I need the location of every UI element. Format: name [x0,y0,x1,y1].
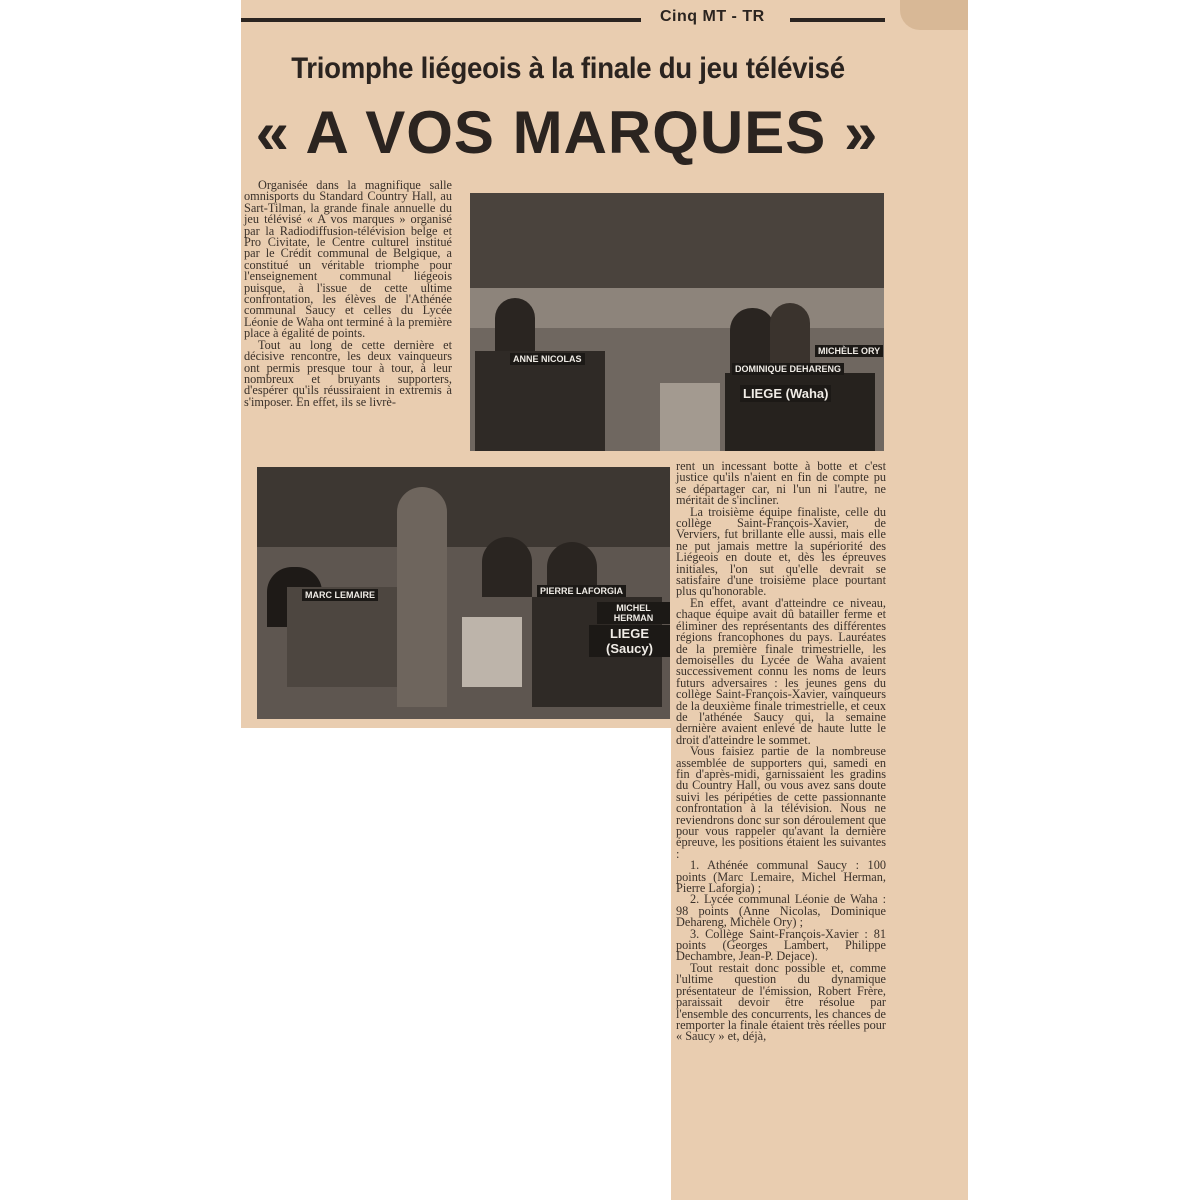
paragraph: 2. Lycée communal Léonie de Waha : 98 points (Anne Nicolas, Dominique Dehareng, Michèle Ory) ; [676,892,886,930]
nameplate: DOMINIQUE DEHARENG [732,363,844,375]
paragraph: Organisée dans la magnifique salle omnisports du Standard Country Hall, au Sart-Tilman, la grande finale annuelle du jeu télévisé « A vos marques » organisé par la Radiodiffusion-télévision belge et Pro Civitate, le Centre culturel institué par le Crédit communal de Belgique, a constitué un véritable triomphe pour l'enseignement communal liégeois puisque, à l'issue de cette ultime confrontation, les élèves de l'Athénée communal Saucy et celles du Lycée Léonie de Waha ont terminé à la première place à égalité de points. [244,178,452,341]
paragraph: En effet, avant d'atteindre ce niveau, chaque équipe avait dû batailler ferme et éliminer des représentants des différentes régions francophones du pays. Lauréates de la première finale trimestrielle, les demoiselles du Lycée de Waha avaient successivement connu les noms de leurs futurs adversaires : les jeunes gens du collège Saint-François-Xavier, vainqueurs de la deuxième finale trimestrielle, et ceux de l'athénée Saucy qui, la semaine dernière avaient enlevé de haute lutte le droit d'atteindre le sommet. [676,595,886,747]
paragraph: 1. Athénée communal Saucy : 100 points (Marc Lemaire, Michel Herman, Pierre Laforgia) ; [676,858,886,896]
nameplate: ANNE NICOLAS [510,353,585,365]
article-headline: Triomphe liégeois à la finale du jeu télévisé [291,52,845,85]
nameplate: MARC LEMAIRE [302,589,378,601]
team-sign: LIEGE (Saucy) [589,625,670,657]
paper-stain [900,0,968,30]
photo-waha-team [470,193,884,451]
paragraph: rent un incessant botte à botte et c'est justice qu'ils n'aient en fin de compte pu se départager car, ni l'un ni l'autre, ne méritait de s'incliner. [676,459,886,508]
nameplate: PIERRE LAFORGIA [537,585,626,597]
nameplate: MICHEL HERMAN [597,602,670,624]
paragraph: Tout restait donc possible et, comme l'ultime question du dynamique présentateur de l'émission, Robert Frère, paraissait devoir être résolue par l'ensemble des concurrents, les chances de remporter la finale étaient très réelles pour « Saucy » et, déjà, [676,960,886,1044]
paragraph: Tout au long de cette dernière et décisive rencontre, les deux vainqueurs ont permis presque tour à tour, à leur nombreux et bruyants supporters, d'espérer qu'ils réussiraient in extremis à s'imposer. En effet, ils se livrè- [244,337,452,409]
article-column-2 [676,461,886,1043]
paragraph: 3. Collège Saint-François-Xavier : 81 points (Georges Lambert, Philippe Dechambre, Jean-P. Dejace). [676,926,886,964]
nameplate: MICHÈLE ORY [815,345,883,357]
section-label: Cinq MT - TR [660,8,765,25]
article-column-1 [244,180,452,408]
header-rule-right [790,18,885,22]
team-sign: LIEGE (Waha) [740,385,831,402]
header-rule-left [241,18,641,22]
photo-saucy-team [257,467,670,719]
paragraph: La troisième équipe finaliste, celle du collège Saint-François-Xavier, de Verviers, fut brillante elle aussi, mais elle ne put jamais mettre la supériorité des Liégeois en doute et, dès les épreuves initiales, l'on sut qu'elle devrait se satisfaire d'une troisième place pourtant plus qu'honorable. [676,504,886,599]
paragraph: Vous faisiez partie de la nombreuse assemblée de supporters qui, samedi en fin d'après-midi, garnissaient les gradins du Country Hall, ou vous avez sans doute suivi les péripéties de cette passionnante confrontation à la télévision. Nous ne reviendrons donc sur son déroulement que pour vous rappeler qu'avant la dernière épreuve, les positions étaient les suivantes : [676,744,886,861]
article-title: « A VOS MARQUES » [255,99,879,166]
